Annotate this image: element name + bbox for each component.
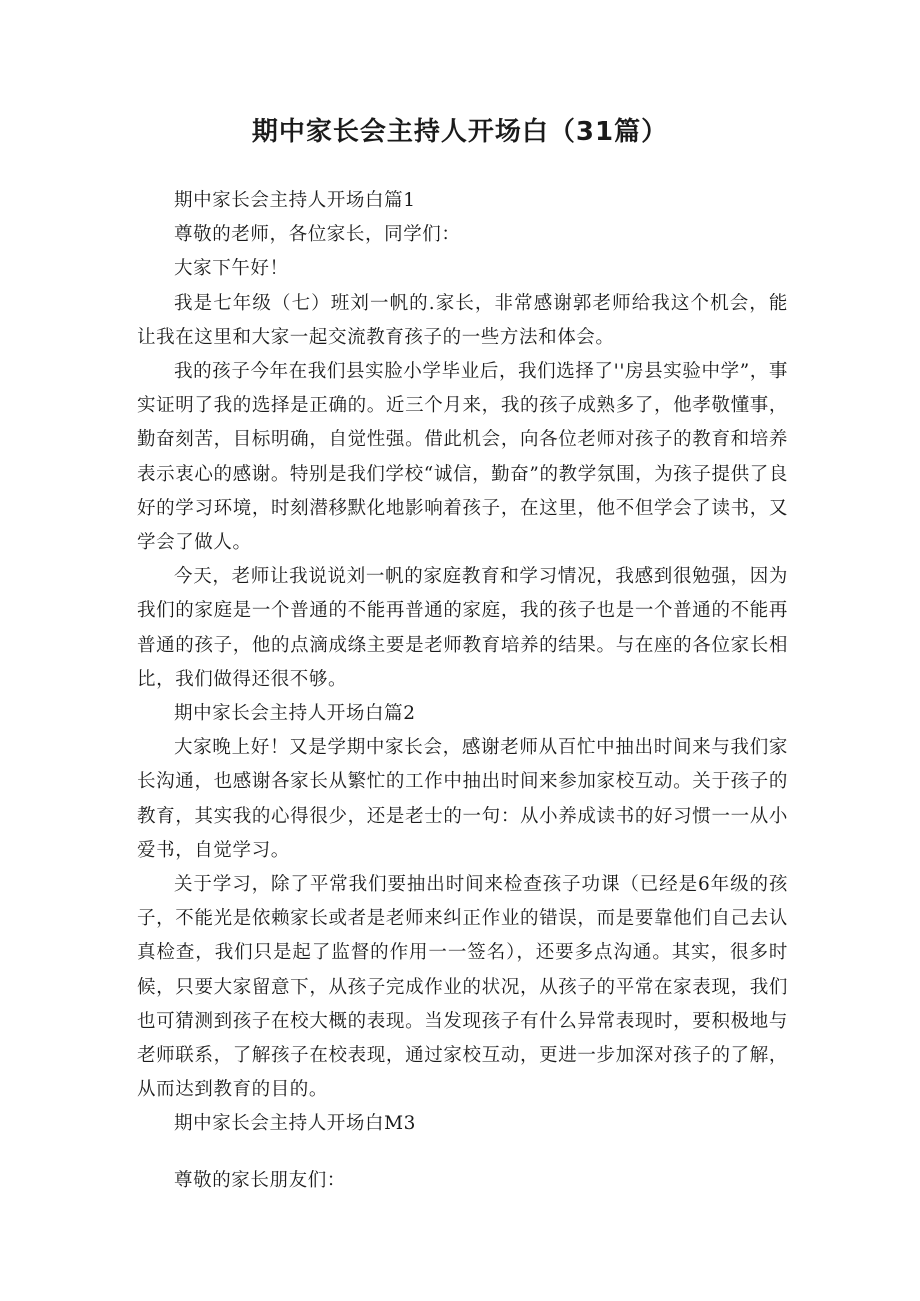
document-title: 期中家长会主持人开场白（31篇） bbox=[251, 117, 669, 147]
body-paragraph: 我的孩子今年在我们县实脸小学毕业后，我们选择了''房县实验中学”，事实证明了我的选择是正确的。近三个月来，我的孩子成熟多了，他孝敬懂事，勤奋刻苦，目标明确，自觉性强。借此机会，向各位老师对孩子的教育和培养表示衷心的感谢。特别是我们学校“诚信，勤奋”的教学氛围，为孩子提供了良好的学习环境，时刻潜移默化地影响着孩子，在这里，他不但学会了读书，又学会了做人。 bbox=[137, 361, 788, 554]
greeting: 大家下午好！ bbox=[174, 258, 289, 280]
section-heading-3: 期中家长会主持人开场白M3 bbox=[174, 1113, 417, 1135]
section-heading-1: 期中家长会主持人开场白篇1 bbox=[174, 190, 416, 211]
body-paragraph: 我是七年级（七）班刘一帆的.家长，非常感谢郭老师给我这个机会，能让我在这里和大家一起交流教育孩子的一些方法和体会。 bbox=[137, 292, 788, 348]
body-paragraph: 今天，老师让我说说刘一帆的家庭教育和学习情况，我感到很勉强，因为我们的家庭是一个普通的不能再普通的家庭，我的孩子也是一个普通的不能再普通的孩子，他的点滴成绦主要是老师教育培养的结果。与在座的各位家长相比，我们做得还很不够。 bbox=[137, 566, 788, 690]
body-paragraph: 大家晚上好！又是学期中家长会，感谢老师从百忙中抽出时间来与我们家长沟通，也感谢各家长从繁忙的工作中抽出时间来参加家校互动。关于孩子的教育，其实我的心得很少，还是老士的一句：从小养成读书的好习惯一一从小爱书，自觉学习。 bbox=[137, 737, 788, 861]
document-body bbox=[137, 184, 788, 1198]
body-paragraph: 关于学习，除了平常我们要抽出时间来检查孩子功课（已经是6年级的孩子，不能光是依赖家长或者是老师来纠正作业的错误，而是要靠他们自己去认真检查，我们只是起了监督的作用一一签名），还要多点沟通。其实，很多时候，只要大家留意下，从孩子完成作业的状况，从孩子的平常在家表现，我们也可猜测到孩子在校大概的表现。当发现孩子有什么异常表现时，要积极地与老师联系，了解孩子在校表现，通过家校互动，更进一步加深对孩子的了解，从而达到教育的目的。 bbox=[137, 874, 788, 1101]
salutation: 尊敬的家长朋友们： bbox=[174, 1169, 346, 1191]
section-heading-2: 期中家长会主持人开场白篇2 bbox=[174, 703, 416, 725]
salutation: 尊敬的老师，各位家长，同学们： bbox=[174, 224, 461, 246]
